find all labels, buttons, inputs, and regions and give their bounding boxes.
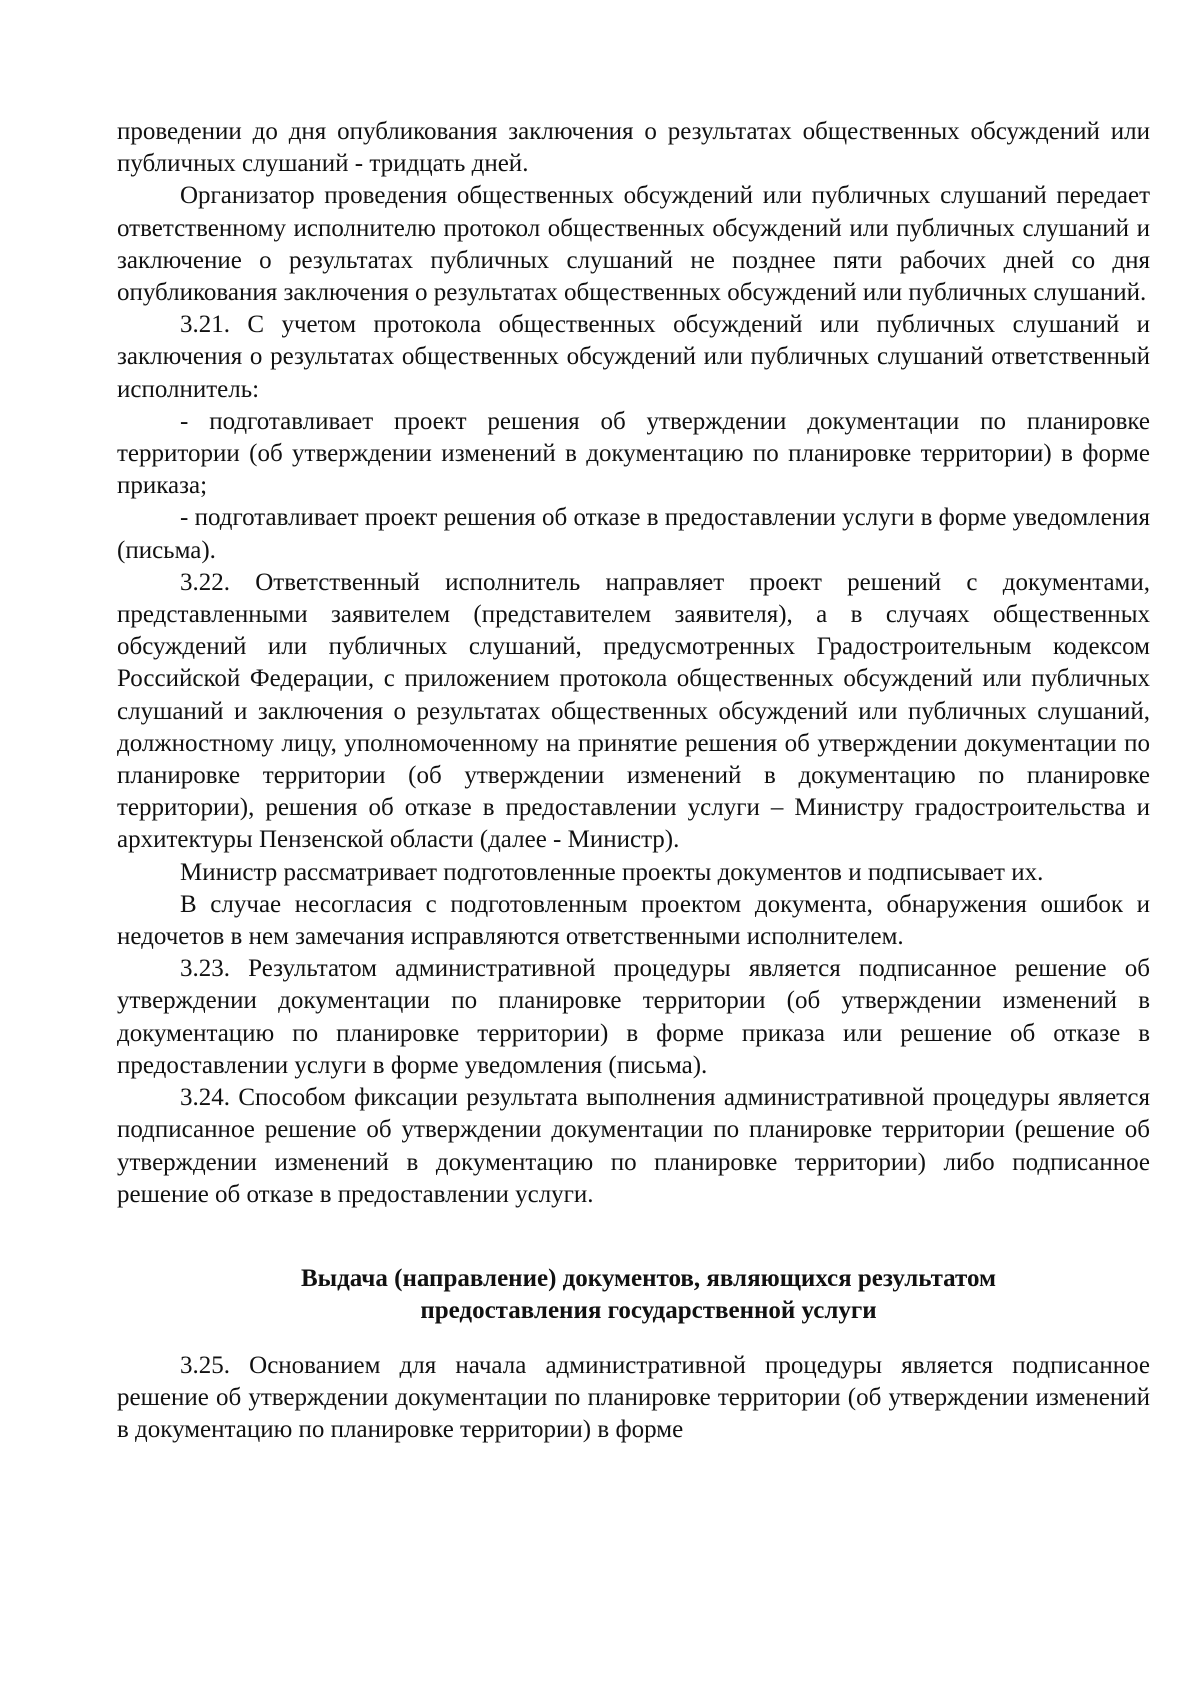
list-item-prepare-approval: - подготавливает проект решения об утверждении документации по планировке территории (об утверждении изменений в документацию по планировке территории) в форме приказа; xyxy=(117,407,1150,500)
section-heading xyxy=(117,1263,1150,1327)
paragraph-continuation: проведении до дня опубликования заключения о результатах общественных обсуждений или публичных слушаний - тридцать дней. xyxy=(117,118,1150,178)
paragraph-3-25: 3.25. Основанием для начала административной процедуры является подписанное решение об утверждении документации по планировке территории (об утверждении изменений в документацию по планировке территории) в форме xyxy=(117,1351,1150,1444)
list-item-prepare-refusal: - подготавливает проект решения об отказе в предоставлении услуги в форме уведомления (письма). xyxy=(117,504,1150,564)
document-body xyxy=(117,116,1150,1447)
section-heading-line-2: предоставления государственной услуги xyxy=(420,1296,877,1324)
paragraph-disagreement: В случае несогласия с подготовленным проектом документа, обнаружения ошибок и недочетов в нем замечания исправляются ответственными исполнителем. xyxy=(117,890,1150,951)
section-heading-line-1: Выдача (направление) документов, являющихся результатом xyxy=(300,1264,997,1292)
paragraph-3-24: 3.24. Способом фиксации результата выполнения административной процедуры является подписанное решение об утверждении документации по планировке территории (решение об утверждении изменений в документацию по планировке территории) либо подписанное решение об отказе в предоставлении услуги. xyxy=(117,1084,1150,1208)
paragraph-organizer-transfer: Организатор проведения общественных обсуждений или публичных слушаний передает ответственному исполнителю протокол общественных обсуждений или публичных слушаний и заключение о результатах публичных слушаний не позднее пяти рабочих дней со дня опубликования заключения о результатах общественных обсуждений или публичных слушаний. xyxy=(117,182,1150,307)
paragraph-3-21: 3.21. С учетом протокола общественных обсуждений или публичных слушаний и заключения о результатах общественных обсуждений или публичных слушаний ответственный исполнитель: xyxy=(117,311,1150,403)
paragraph-minister-review: Министр рассматривает подготовленные проекты документов и подписывает их. xyxy=(180,858,1044,886)
paragraph-3-23: 3.23. Результатом административной процедуры является подписанное решение об утверждении документации по планировке территории (об утверждении изменений в документацию по планировке территории) в форме приказа или решение об отказе в предоставлении услуги в форме уведомления (письма). xyxy=(117,955,1150,1079)
paragraph-3-22: 3.22. Ответственный исполнитель направляет проект решений с документами, представленными заявителем (представителем заявителя), а в случаях общественных обсуждений или публичных слушаний, предусмотренных Градостроительным кодексом Российской Федерации, с приложением протокола общественных обсуждений или публичных слушаний и заключения о результатах общественных обсуждений или публичных слушаний, должностному лицу, уполномоченному на принятие решения об утверждении документации по планировке территории (об утверждении изменений в документацию по планировке территории), решения об отказе в предоставлении услуги – Министру градостроительства и архитектуры Пензенской области (далее - Министр). xyxy=(117,568,1150,854)
